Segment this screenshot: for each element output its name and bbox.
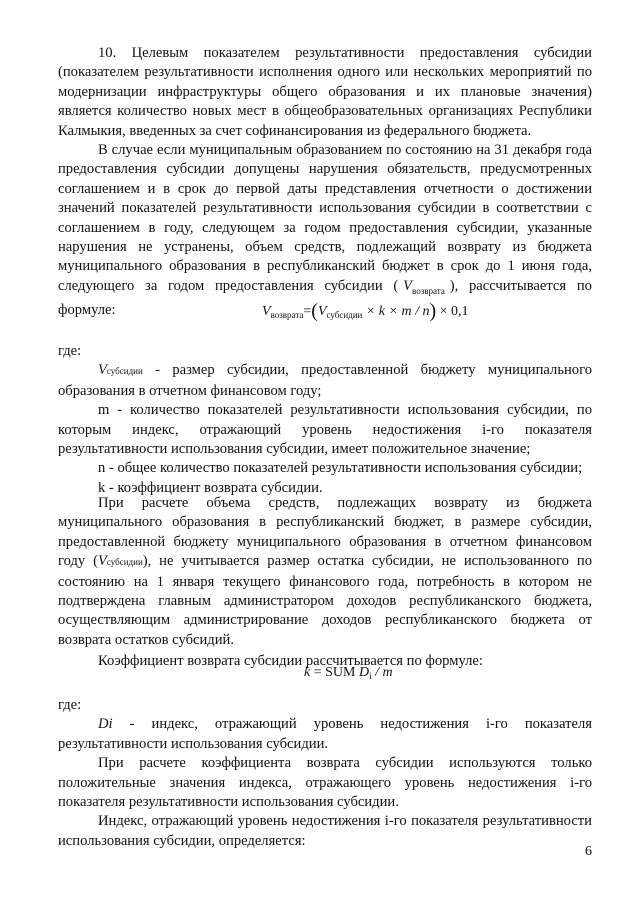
def-k: k - коэффициент возврата субсидии. xyxy=(98,479,323,496)
paragraph-6: Индекс, отражающий уровень недостижения i-го показателя результативности использования субсидии, определяется: xyxy=(58,813,592,849)
paragraph-remainder: При расчете объема средств, подлежащих возврату из бюджета муниципального образования в республиканский бюджет, в размере субсидии, предоставленной бюджету муниципального образования в отчетном финансовом году (Vсубсидии), не учитывается размер остатка субсидии, не использованного по состоянию на 1 января текущего финансового года, потребность в котором не подтверждена главным администратором доходов республиканского бюджета, осуществляющим администрирование доходов республиканского бюджета от возврата остатков субсидий. Коэффициент возврата субсидии рассчитывается по формуле: xyxy=(58,494,592,672)
def-n: n - общее количество показателей результативности использования субсидии; xyxy=(98,460,583,477)
formula-return-amount: $V_{возврата}=(V_{субсидии} \times k \times m / n) \times 0,1$ xyxy=(262,300,469,322)
definitions-block xyxy=(58,342,592,498)
paragraph-target-indicator xyxy=(58,44,592,141)
def-v-subsidy: Vсубсидии - размер субсидии, предоставленной бюджету муниципального образования в отчетном финансовом году; xyxy=(58,362,592,399)
def-d: Di - индекс, отражающий уровень недостижения i-го показателя результативности использования субсидии. xyxy=(58,716,592,752)
paragraph-3-text-a: При расчете объема средств, подлежащих возврату из бюджета муниципального образования в республиканский бюджет, в размере субсидии, предоставленной бюджету муниципального образования в отчетном финансовом году ( xyxy=(58,495,592,570)
paragraph-2-text-a: В случае если муниципальным образованием по состоянию на 31 декабря года предоставления субсидии допущены нарушения обязательств, предусмотренных соглашением и в срок до первой даты представления отчетности о достижении значений показателей результативности использования субсидии в соответствии с соглашением в году, следующем за годом предоставления субсидии, указанные нарушения не устранены, объем средств, подлежащий возврату из бюджета муниципального образования в республиканский бюджет в срок до 1 июня года, следующего за годом предоставления субсидии ( xyxy=(58,142,592,294)
paragraph-5: При расчете коэффициента возврата субсидии используются только положительные значения индекса, отражающего уровень недостижения i-го показателя результативности использования субсидии. xyxy=(58,755,592,811)
paragraph-4: Коэффициент возврата субсидии рассчитывается по формуле: xyxy=(98,653,483,670)
where-label-1: где: xyxy=(58,343,82,359)
where-label-2: где: xyxy=(58,697,82,713)
paragraph-violations xyxy=(58,141,592,321)
paragraph-3-text-b: ), не учитывается размер остатка субсидии, не использованного по состоянию на 1 января текущего финансового года, потребность в котором не подтверждена главным администратором доходов республиканского бюджета, осуществляющим администрирование доходов республиканского бюджета от возврата остатков субсидий. xyxy=(58,553,592,648)
v-return-symbol: $V_{возврата}$ xyxy=(403,277,445,296)
page-number: 6 xyxy=(585,844,592,859)
paragraph-1: 10. Целевым показателем результативности предоставления субсидии (показателем результативности исполнения одного или нескольких мероприятий по модернизации инфраструктуры общего образования и их плановые значения) является количество новых мест в общеобразовательных организациях Республики Калмыкия, введенных за счет софинансирования из федерального бюджета. xyxy=(58,45,592,139)
definitions-block-2 xyxy=(58,696,592,851)
formula-return-coefficient: k = SUM $D_i$ / m xyxy=(304,665,393,681)
def-m: m - количество показателей результативности использования субсидии, по которым индекс, отражающий уровень недостижения i-го показателя результативности использования субсидии, имеет положительное значение; xyxy=(58,402,592,458)
paragraph-2-text-b: ), рассчитывается по формуле: xyxy=(58,277,592,319)
